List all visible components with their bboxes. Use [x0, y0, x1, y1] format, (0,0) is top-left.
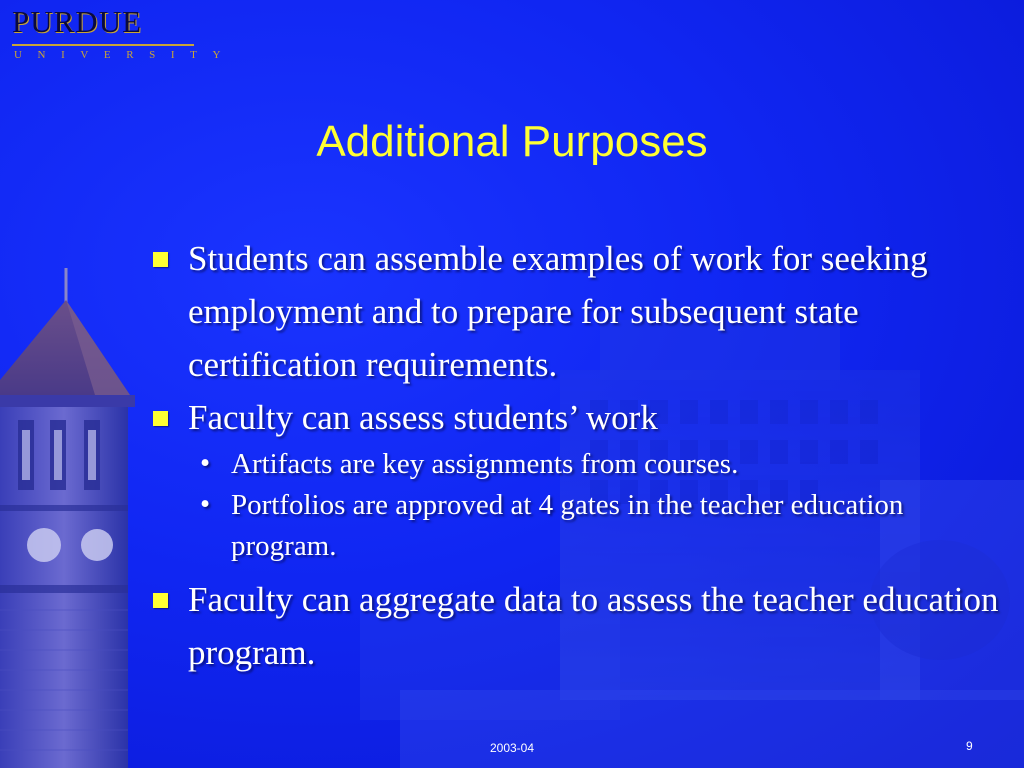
slide-title: Additional Purposes: [316, 117, 708, 166]
clock-tower-illustration: [0, 268, 135, 768]
purdue-logo-subtitle: UNIVERSITY: [14, 49, 236, 61]
slide-number: 9: [966, 739, 973, 753]
purdue-logo-wordmark: PURDUE: [12, 4, 143, 39]
footer-date: 2003-04: [489, 741, 535, 755]
logo-divider: [12, 44, 194, 46]
sub-bullet-item: • Artifacts are key assignments from courses.: [195, 444, 1010, 485]
bullet-item: Students can assemble examples of work for seeking employment and to prepare for subsequent state certification requirements.: [150, 232, 1010, 391]
bullet-item: Faculty can assess students’ work: [150, 391, 1010, 444]
sub-bullet-item: • Portfolios are approved at 4 gates in the teacher education program.: [195, 485, 1010, 567]
bullet-list: [150, 232, 1010, 679]
bullet-item: Faculty can aggregate data to assess the teacher education program.: [150, 573, 1010, 679]
